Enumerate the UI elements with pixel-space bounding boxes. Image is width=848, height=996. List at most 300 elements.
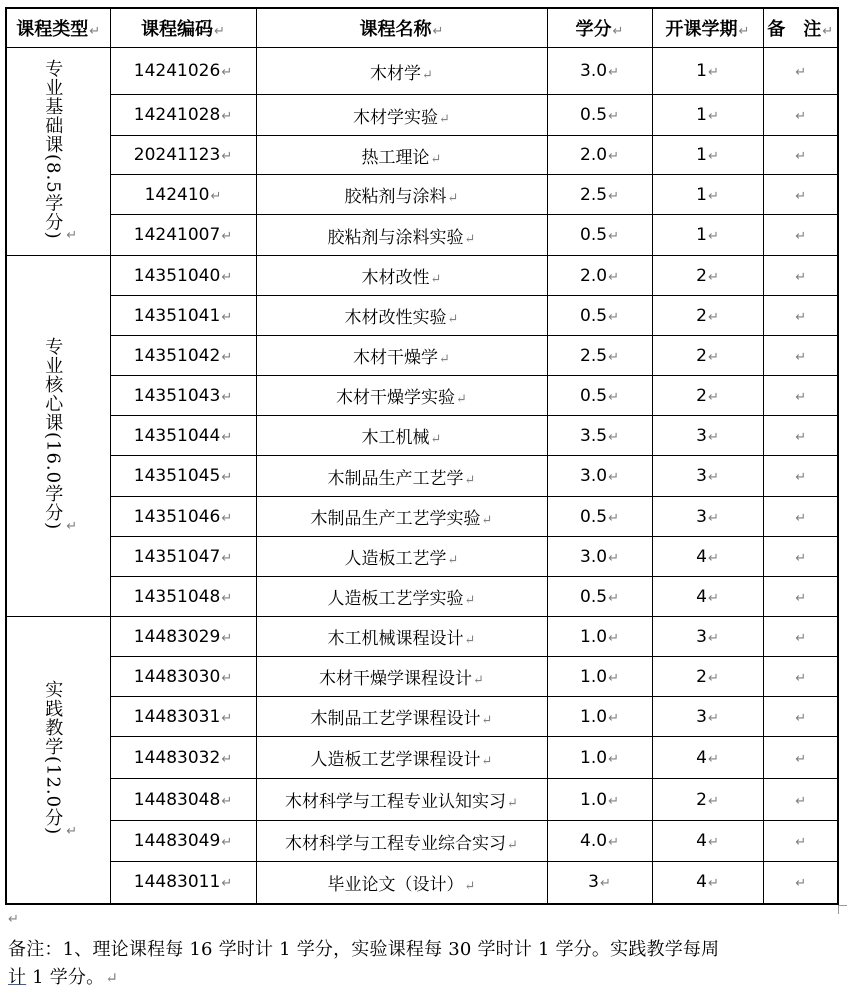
paragraph-mark: ↵: [795, 389, 807, 405]
table-row: [6, 577, 838, 617]
code-value: 14351041: [133, 305, 221, 326]
name-value: 胶粘剂与涂料: [344, 187, 447, 207]
semester-value: 1: [696, 184, 707, 205]
semester-value: 1: [696, 225, 707, 245]
paragraph-mark: ↵: [464, 878, 476, 894]
paragraph-mark: ↵: [464, 231, 476, 247]
paragraph-mark: ↵: [221, 309, 233, 325]
paragraph-mark: ↵: [481, 713, 493, 728]
paragraph-mark: ↵: [221, 876, 233, 892]
header-credit: 学分↵: [547, 8, 652, 48]
cell-code: [110, 577, 256, 617]
paragraph-mark: ↵: [210, 188, 222, 204]
cell-credit: [547, 779, 652, 821]
cell-credit: [547, 617, 652, 657]
paragraph-mark: ↵: [608, 793, 619, 809]
paragraph-mark: ↵: [608, 470, 619, 485]
cell-code: [110, 376, 256, 416]
code-value: 14351048: [133, 586, 221, 607]
paragraph-mark: ↵: [795, 835, 807, 850]
paragraph-mark: ↵: [707, 188, 719, 204]
paragraph-mark: ↵: [707, 229, 719, 244]
cell-code: [110, 821, 256, 862]
paragraph-mark: ↵: [464, 472, 476, 488]
cell-semester: [652, 175, 763, 215]
code-value: 14483032: [133, 747, 221, 768]
cell-semester: [652, 657, 763, 697]
cell-credit: [547, 48, 652, 95]
code-value: 14351040: [133, 265, 221, 286]
paragraph-mark: ↵: [608, 751, 619, 767]
cell-credit: [547, 175, 652, 215]
code-value: 14483049: [133, 831, 221, 851]
semester-value: 1: [696, 105, 707, 125]
table-row: [6, 175, 838, 215]
cell-credit: [547, 697, 652, 737]
name-value: 人造板工艺学: [344, 549, 447, 569]
cell-code: [110, 256, 256, 296]
code-value: 14483030: [133, 666, 221, 687]
cell-code: [110, 617, 256, 657]
cell-semester: [652, 862, 763, 904]
table-row: [6, 821, 838, 862]
cell-code: [110, 456, 256, 497]
paragraph-mark: ↵: [430, 432, 442, 447]
category-cell: [6, 256, 110, 617]
cell-semester: [652, 697, 763, 737]
cell-semester: [652, 779, 763, 821]
cell-name: [256, 376, 547, 416]
page-corner-mark: [838, 905, 847, 914]
semester-value: 2: [696, 666, 707, 687]
credit-value: 1.0: [580, 789, 608, 810]
credit-value: 0.5: [580, 105, 608, 125]
paragraph-mark: ↵: [507, 837, 518, 853]
paragraph-mark: ↵: [447, 553, 459, 568]
header-name: 课程名称↵: [256, 8, 547, 48]
credit-value: 3: [588, 872, 599, 893]
credit-value: 0.5: [580, 385, 608, 406]
cell-remark: [763, 215, 838, 256]
paragraph-mark: ↵: [221, 65, 233, 80]
cell-semester: [652, 296, 763, 336]
footnote-line2: 1 学分。: [26, 967, 105, 988]
paragraph-mark: ↵: [795, 149, 807, 164]
paragraph-mark: ↵: [707, 670, 719, 686]
table-row: [6, 862, 838, 904]
paragraph-mark: ↵: [795, 670, 807, 686]
cell-semester: [652, 215, 763, 256]
paragraph-mark: ↵: [795, 590, 807, 606]
paragraph-mark: ↵: [608, 670, 619, 686]
paragraph-mark: ↵: [221, 670, 233, 686]
paragraph-mark: ↵: [221, 389, 233, 405]
paragraph-mark: ↵: [481, 513, 493, 528]
paragraph-mark: ↵: [608, 389, 619, 405]
cell-remark: [763, 416, 838, 456]
cell-semester: [652, 95, 763, 136]
name-value: 木制品生产工艺学: [327, 468, 464, 489]
credit-value: 3.0: [580, 546, 608, 567]
paragraph-mark: ↵: [464, 633, 476, 648]
paragraph-mark: ↵: [795, 550, 807, 566]
paragraph-mark: ↵: [221, 269, 233, 285]
paragraph-mark: ↵: [707, 149, 719, 164]
paragraph-mark: ↵: [439, 111, 450, 127]
cell-name: [256, 256, 547, 296]
code-value: 14241026: [133, 61, 221, 81]
name-value: 木材干燥学: [353, 348, 439, 368]
cell-semester: [652, 256, 763, 296]
paragraph-mark: ↵: [795, 309, 807, 325]
paragraph-mark: ↵: [795, 349, 807, 365]
credit-value: 0.5: [580, 506, 608, 527]
cell-code: [110, 657, 256, 697]
credit-value: 2.5: [580, 345, 608, 366]
cell-remark: [763, 336, 838, 376]
table-row: [6, 215, 838, 256]
cell-name: [256, 296, 547, 336]
cell-name: [256, 336, 547, 376]
cell-remark: [763, 48, 838, 95]
paragraph-mark: ↵: [795, 751, 807, 767]
paragraph-mark: ↵: [707, 389, 719, 405]
paragraph-mark: ↵: [608, 229, 619, 244]
paragraph-mark: ↵: [795, 65, 807, 80]
name-value: 人造板工艺学实验: [327, 589, 464, 609]
cell-code: [110, 737, 256, 779]
paragraph-mark: ↵: [707, 710, 719, 726]
paragraph-mark: ↵: [795, 630, 807, 646]
cell-remark: [763, 697, 838, 737]
paragraph-mark: ↵: [221, 149, 233, 164]
cell-credit: [547, 821, 652, 862]
cell-name: [256, 821, 547, 862]
cell-code: [110, 416, 256, 456]
name-value: 木工机械: [361, 428, 430, 448]
credit-value: 1.0: [580, 626, 608, 647]
cell-semester: [652, 821, 763, 862]
cell-semester: [652, 737, 763, 779]
cell-code: [110, 175, 256, 215]
header-semester: 开课学期↵: [652, 8, 763, 48]
paragraph-mark: ↵: [707, 349, 719, 365]
cell-code: [110, 862, 256, 904]
cell-name: [256, 497, 547, 537]
cell-remark: [763, 617, 838, 657]
footnote-paragraph-mark: ↵: [105, 969, 119, 987]
credit-value: 0.5: [580, 586, 608, 607]
cell-name: [256, 175, 547, 215]
table-row: [6, 376, 838, 416]
table-row: [6, 456, 838, 497]
name-value: 木材改性实验: [344, 308, 447, 328]
paragraph-mark: ↵: [608, 65, 619, 80]
name-value: 木制品工艺学课程设计: [310, 709, 481, 729]
paragraph-mark: ↵: [795, 793, 807, 809]
code-value: 14351046: [133, 506, 221, 527]
paragraph-mark: ↵: [707, 550, 719, 566]
cell-credit: [547, 737, 652, 779]
semester-value: 4: [696, 831, 707, 851]
name-value: 胶粘剂与涂料实验: [327, 227, 464, 248]
cell-credit: [547, 577, 652, 617]
paragraph-mark: ↵: [608, 590, 619, 606]
paragraph-mark: ↵: [795, 876, 807, 892]
cell-semester: [652, 376, 763, 416]
code-value: 14483011: [133, 872, 221, 893]
paragraph-mark: ↵: [422, 67, 433, 83]
credit-value: 0.5: [580, 225, 608, 245]
paragraph-mark: ↵: [473, 673, 484, 688]
cell-credit: [547, 537, 652, 577]
cell-name: [256, 617, 547, 657]
credit-value: 4.0: [580, 831, 608, 851]
cell-semester: [652, 537, 763, 577]
paragraph-mark: ↵: [221, 429, 233, 445]
footnote-line1: 备注：1、理论课程每 16 学时计 1 学分，实验课程每 30 学时计 1 学分。实践教学每周: [8, 939, 720, 960]
table-row: [6, 296, 838, 336]
cell-semester: [652, 416, 763, 456]
paragraph-mark: ↵: [221, 590, 233, 606]
cell-name: [256, 95, 547, 136]
category-label: 专业核心课(16.0学分): [42, 336, 64, 531]
table-row: [6, 737, 838, 779]
semester-value: 1: [696, 61, 707, 81]
cell-remark: [763, 296, 838, 336]
credit-value: 3.5: [580, 425, 608, 446]
cell-credit: [547, 862, 652, 904]
paragraph-mark: ↵: [221, 630, 233, 646]
cell-remark: [763, 175, 838, 215]
semester-value: 4: [696, 747, 707, 768]
footnote-underlined-word: 计: [8, 967, 27, 988]
cell-name: [256, 215, 547, 256]
paragraph-mark: ↵: [707, 309, 719, 325]
cell-name: [256, 737, 547, 779]
semester-value: 3: [696, 626, 707, 647]
paragraph-mark: ↵: [221, 510, 233, 526]
paragraph-mark: ↵: [608, 510, 619, 526]
paragraph-mark: ↵: [464, 593, 476, 608]
cell-semester: [652, 336, 763, 376]
course-table: [5, 7, 839, 905]
name-value: 毕业论文（设计）: [327, 874, 464, 895]
cell-remark: [763, 779, 838, 821]
cell-code: [110, 95, 256, 136]
paragraph-mark: ↵: [608, 109, 619, 124]
semester-value: 3: [696, 466, 707, 486]
cell-credit: [547, 336, 652, 376]
paragraph-mark: ↵: [707, 429, 719, 445]
header-remark: 备 注↵: [763, 8, 838, 48]
paragraph-mark: ↵: [608, 835, 619, 850]
paragraph-mark: ↵: [221, 229, 233, 244]
paragraph-mark: ↵: [447, 191, 459, 206]
paragraph-mark: ↵: [599, 876, 611, 892]
cell-name: [256, 657, 547, 697]
category-cell: [6, 48, 110, 256]
paragraph-mark: ↵: [221, 793, 233, 809]
cell-name: [256, 577, 547, 617]
cell-semester: [652, 136, 763, 175]
cell-code: [110, 136, 256, 175]
paragraph-mark: ↵: [707, 109, 719, 124]
cell-remark: [763, 456, 838, 497]
cell-remark: [763, 376, 838, 416]
paragraph-mark: ↵: [439, 352, 450, 367]
cell-name: [256, 862, 547, 904]
name-value: 木材改性: [361, 268, 430, 288]
paragraph-mark: ↵: [608, 188, 619, 204]
paragraph-mark: ↵: [608, 550, 619, 566]
paragraph-mark: ↵: [795, 188, 807, 204]
paragraph-mark: ↵: [507, 796, 518, 811]
paragraph-mark: ↵: [707, 269, 719, 285]
credit-value: 1.0: [580, 747, 608, 768]
paragraph-mark: ↵: [66, 519, 78, 535]
cell-credit: [547, 497, 652, 537]
paragraph-mark: ↵: [608, 309, 619, 325]
semester-value: 2: [696, 265, 707, 286]
cell-remark: [763, 862, 838, 904]
paragraph-mark: ↵: [221, 470, 233, 485]
semester-value: 3: [696, 506, 707, 527]
paragraph-mark: ↵: [221, 710, 233, 726]
table-row: [6, 697, 838, 737]
cell-code: [110, 48, 256, 95]
paragraph-mark: ↵: [221, 550, 233, 566]
paragraph-mark: ↵: [707, 835, 719, 850]
name-value: 木材科学与工程专业综合实习: [285, 833, 507, 854]
name-value: 木材学实验: [353, 107, 439, 128]
table-row: [6, 657, 838, 697]
paragraph-mark: ↵: [221, 751, 233, 767]
paragraph-mark: ↵: [608, 710, 619, 726]
cell-code: [110, 215, 256, 256]
cell-code: [110, 296, 256, 336]
code-value: 14351042: [133, 345, 221, 366]
paragraph-mark: ↵: [707, 65, 719, 80]
name-value: 木材学: [370, 63, 422, 84]
cell-code: [110, 497, 256, 537]
name-value: 木工机械课程设计: [327, 629, 464, 649]
cell-name: [256, 48, 547, 95]
paragraph-mark: ↵: [707, 630, 719, 646]
cell-remark: [763, 497, 838, 537]
code-value: 14483048: [133, 789, 221, 810]
cell-credit: [547, 657, 652, 697]
paragraph-mark: ↵: [66, 823, 78, 839]
cell-remark: [763, 821, 838, 862]
cell-credit: [547, 456, 652, 497]
code-value: 20241123: [133, 145, 221, 165]
cell-name: [256, 537, 547, 577]
cell-semester: [652, 48, 763, 95]
cell-remark: [763, 256, 838, 296]
table-row: [6, 336, 838, 376]
cell-remark: [763, 95, 838, 136]
semester-value: 2: [696, 345, 707, 366]
code-value: 14483031: [133, 706, 221, 727]
paragraph-mark: ↵: [707, 751, 719, 767]
paragraph-mark: ↵: [430, 272, 442, 287]
cell-credit: [547, 136, 652, 175]
name-value: 木材科学与工程专业认知实习: [285, 792, 507, 812]
cell-code: [110, 779, 256, 821]
semester-value: 1: [696, 145, 707, 165]
table-row: [6, 95, 838, 136]
code-value: 14483029: [133, 626, 221, 647]
cell-credit: [547, 376, 652, 416]
paragraph-mark: ↵: [221, 349, 233, 365]
semester-value: 3: [696, 706, 707, 727]
code-value: 14351043: [133, 385, 221, 406]
paragraph-mark: ↵: [221, 835, 233, 850]
paragraph-mark: ↵: [608, 630, 619, 646]
cell-name: [256, 136, 547, 175]
semester-value: 4: [696, 872, 707, 893]
table-body: [6, 48, 838, 904]
header-category: 课程类型↵: [6, 8, 110, 48]
name-value: 木材干燥学课程设计: [319, 669, 473, 689]
credit-value: 2.0: [580, 145, 608, 165]
paragraph-mark: ↵: [707, 793, 719, 809]
paragraph-mark: ↵: [608, 269, 619, 285]
paragraph-mark: ↵: [447, 312, 459, 327]
footnote: [8, 936, 844, 992]
category-label: 实践教学(12.0分): [42, 679, 64, 835]
cell-remark: [763, 136, 838, 175]
cell-credit: [547, 215, 652, 256]
credit-value: 1.0: [580, 706, 608, 727]
code-value: 14241028: [133, 105, 221, 125]
code-value: 14351047: [133, 546, 221, 567]
table-row: [6, 48, 838, 95]
paragraph-mark: ↵: [795, 269, 807, 285]
credit-value: 2.0: [580, 265, 608, 286]
semester-value: 3: [696, 425, 707, 446]
credit-value: 2.5: [580, 184, 608, 205]
cell-name: [256, 416, 547, 456]
name-value: 木材干燥学实验: [336, 388, 456, 408]
paragraph-mark: ↵: [795, 470, 807, 485]
name-value: 人造板工艺学课程设计: [310, 750, 481, 770]
table-row: [6, 256, 838, 296]
category-cell: [6, 617, 110, 904]
paragraph-mark: ↵: [430, 151, 442, 167]
table-row: [6, 416, 838, 456]
code-value: 14351044: [133, 425, 221, 446]
paragraph-mark: ↵: [221, 109, 233, 124]
credit-value: 0.5: [580, 305, 608, 326]
cell-remark: [763, 537, 838, 577]
paragraph-mark: ↵: [795, 510, 807, 526]
paragraph-mark: ↵: [608, 149, 619, 164]
cell-credit: [547, 256, 652, 296]
paragraph-mark: ↵: [8, 912, 19, 927]
paragraph-mark: ↵: [707, 590, 719, 606]
cell-semester: [652, 456, 763, 497]
credit-value: 3.0: [580, 61, 608, 81]
paragraph-mark: ↵: [795, 109, 807, 124]
credit-value: 1.0: [580, 666, 608, 687]
semester-value: 4: [696, 546, 707, 567]
cell-credit: [547, 95, 652, 136]
semester-value: 2: [696, 385, 707, 406]
table-row: [6, 779, 838, 821]
cell-semester: [652, 497, 763, 537]
